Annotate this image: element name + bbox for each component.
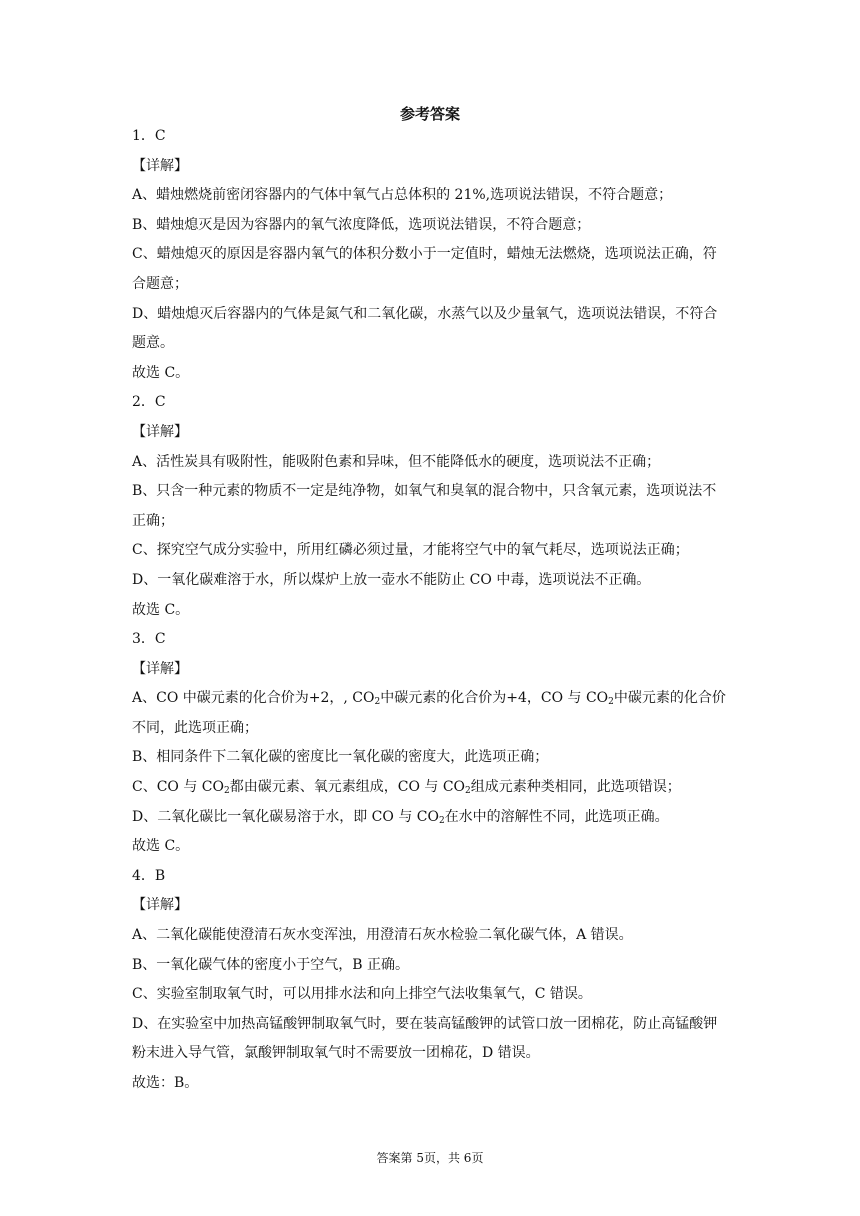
question-4-option-a: A、二氧化碳能使澄清石灰水变浑浊，用澄清石灰水检验二氧化碳气体，A 错误。 bbox=[132, 927, 633, 944]
question-2-detail-heading: 【详解】 bbox=[132, 423, 188, 440]
question-1-option-c: C、蜡烛熄灭的原因是容器内氧气的体积分数小于一定值时，蜡烛无法燃烧，选项说法正确，符合题意； bbox=[132, 246, 717, 292]
q3a-part2: 中碳元素的化合价为+4，CO 与 CO bbox=[380, 690, 609, 707]
subscript-2: 2 bbox=[465, 786, 471, 797]
question-4-option-b: B、一氧化碳气体的密度小于空气，B 正确。 bbox=[132, 956, 410, 973]
q3c-part3: 组成元素种类相同，此选项错误； bbox=[470, 779, 681, 796]
subscript-2: 2 bbox=[224, 786, 230, 797]
question-1-option-d: D、蜡烛熄灭后容器内的气体是氮气和二氧化碳，水蒸气以及少量氧气，选项说法错误，不符合题意。 bbox=[132, 305, 718, 352]
question-2-conclusion: 故选 C。 bbox=[132, 601, 190, 618]
question-3-option-c bbox=[132, 773, 730, 803]
question-1-option-b: B、蜡烛熄灭是因为容器内的氧气浓度降低，选项说法错误，不符合题意； bbox=[132, 216, 591, 233]
q3c-part1: C、CO 与 CO bbox=[132, 779, 224, 796]
question-4-conclusion: 故选：B。 bbox=[132, 1075, 199, 1091]
question-3-option-b: B、相同条件下二氧化碳的密度比一氧化碳的密度大，此选项正确； bbox=[132, 749, 549, 766]
page-title: 参考答案 bbox=[399, 105, 460, 123]
subscript-2: 2 bbox=[608, 697, 614, 708]
subscript-2: 2 bbox=[438, 815, 445, 826]
q3d-part2: 在水中的溶解性不同，此选项正确。 bbox=[444, 808, 669, 825]
question-1-option-a: A、蜡烛燃烧前密闭容器内的气体中氧气占总体积的 21%,选项说法错误，不符合题意； bbox=[132, 187, 673, 204]
answer-content bbox=[132, 122, 730, 1099]
question-4-detail-heading: 【详解】 bbox=[132, 897, 188, 914]
question-4-option-c: C、实验室制取氧气时，可以用排水法和向上排空气法收集氧气，C 错误。 bbox=[132, 986, 592, 1003]
question-2-number: 2．C bbox=[132, 394, 166, 411]
question-3-number: 3．C bbox=[132, 631, 166, 648]
question-3-conclusion: 故选 C。 bbox=[132, 838, 190, 855]
question-3-detail-heading: 【详解】 bbox=[132, 660, 188, 677]
question-2-option-b: B、只含一种元素的物质不一定是纯净物，如氧气和臭氧的混合物中，只含氧元素，选项说法不正确； bbox=[132, 483, 717, 529]
question-4-number: 4．B bbox=[132, 867, 166, 884]
question-3-option-d bbox=[132, 803, 730, 833]
q3a-part1: A、CO 中碳元素的化合价为+2，, CO bbox=[132, 690, 375, 707]
question-2-option-c: C、探究空气成分实验中，所用红磷必须过量，才能将空气中的氧气耗尽，选项说法正确； bbox=[132, 542, 689, 559]
question-2-option-a: A、活性炭具有吸附性，能吸附色素和异味，但不能降低水的硬度，选项说法不正确； bbox=[132, 453, 661, 470]
question-3-option-a bbox=[132, 684, 730, 743]
question-2-option-d: D、一氧化碳难溶于水，所以煤炉上放一壶水不能防止 CO 中毒，选项说法不正确。 bbox=[132, 571, 651, 588]
question-1-number: 1．C bbox=[132, 128, 166, 144]
question-1-detail-heading: 【详解】 bbox=[132, 157, 188, 174]
question-1-conclusion: 故选 C。 bbox=[132, 364, 190, 381]
question-4-option-d: D、在实验室中加热高锰酸钾制取氧气时，要在装高锰酸钾的试管口放一团棉花，防止高锰酸钾粉末进入导气管，氯酸钾制取氧气时不需要放一团棉花，D 错误。 bbox=[132, 1015, 718, 1062]
page-footer: 答案第 5页，共 6页 bbox=[376, 1151, 484, 1165]
q3d-part1: D、二氧化碳比一氧化碳易溶于水，即 CO 与 CO bbox=[132, 808, 439, 825]
q3a-part3: 中碳元素的化合价不同，此选项正确； bbox=[132, 690, 726, 736]
subscript-2: 2 bbox=[374, 697, 381, 708]
q3c-part2: 都由碳元素、氧元素组成，CO 与 CO bbox=[229, 779, 466, 796]
